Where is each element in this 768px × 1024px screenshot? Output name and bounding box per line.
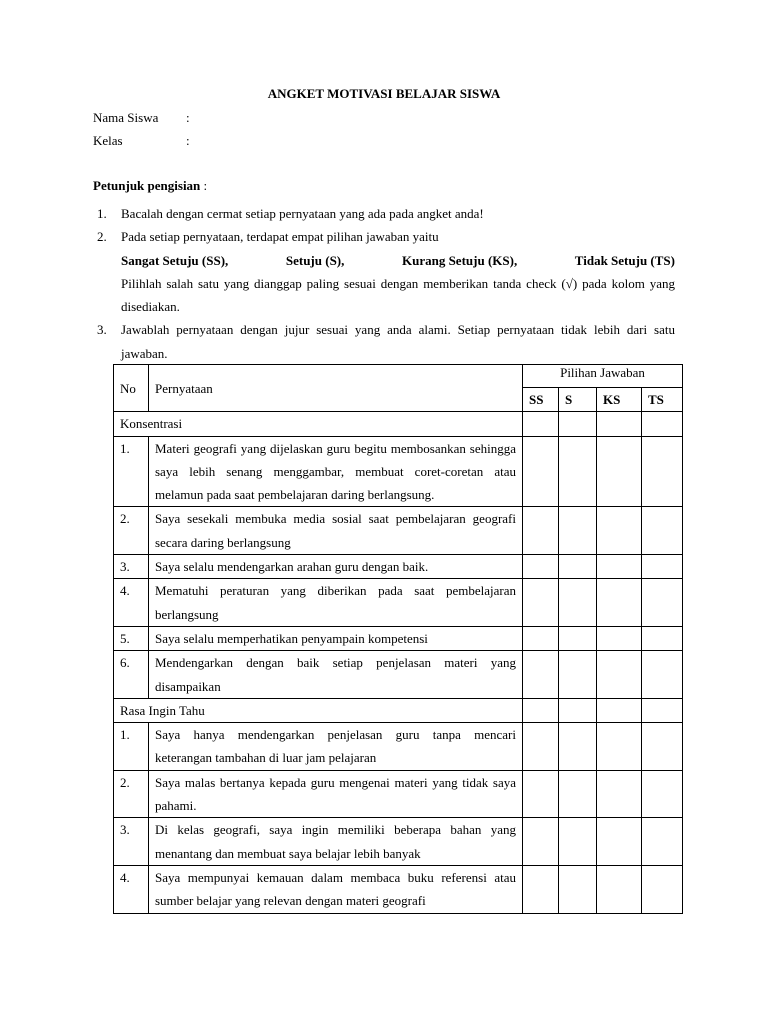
instruction-text: Jawablah pernyataan dengan jujur sesuai yang anda alami. Setiap pernyataan tidak lebih dari satu jawaban. xyxy=(121,322,675,361)
answer-cell xyxy=(642,698,683,722)
statement-text: Mematuhi peraturan yang diberikan pada saat pembelajaran berlangsung xyxy=(149,579,523,627)
choice-s: Setuju (S), xyxy=(285,252,345,268)
table-row xyxy=(114,436,683,507)
answer-checkbox-ts[interactable] xyxy=(642,865,683,913)
table-row xyxy=(114,555,683,579)
statement-text: Saya hanya mendengarkan penjelasan guru tanpa mencari keterangan tambahan di luar jam pelajaran xyxy=(149,723,523,771)
header-answer-options: Pilihan Jawaban xyxy=(523,365,683,388)
field-nama-siswa xyxy=(93,110,190,126)
answer-checkbox-ss[interactable] xyxy=(523,651,559,699)
answer-cell xyxy=(597,698,642,722)
table-row xyxy=(114,770,683,818)
statement-text: Di kelas geografi, saya ingin memiliki beberapa bahan yang menantang dan membuat saya belajar lebih banyak xyxy=(149,818,523,866)
answer-choices xyxy=(121,249,675,272)
answer-checkbox-s[interactable] xyxy=(559,579,597,627)
answer-checkbox-ts[interactable] xyxy=(642,579,683,627)
answer-checkbox-ss[interactable] xyxy=(523,626,559,650)
row-number: 1. xyxy=(114,723,149,771)
option-ss: SS xyxy=(523,388,559,412)
row-number: 4. xyxy=(114,865,149,913)
answer-checkbox-ts[interactable] xyxy=(642,436,683,507)
header-statement: Pernyataan xyxy=(149,365,523,412)
answer-checkbox-ts[interactable] xyxy=(642,507,683,555)
row-number: 1. xyxy=(114,436,149,507)
answer-checkbox-ks[interactable] xyxy=(597,579,642,627)
instruction-number: 2. xyxy=(97,229,107,245)
answer-checkbox-s[interactable] xyxy=(559,818,597,866)
answer-checkbox-s[interactable] xyxy=(559,626,597,650)
row-number: 3. xyxy=(114,555,149,579)
choice-ts: Tidak Setuju (TS) xyxy=(574,252,675,268)
answer-checkbox-ks[interactable] xyxy=(597,865,642,913)
answer-cell xyxy=(523,698,559,722)
table-row xyxy=(114,507,683,555)
statement-text: Saya selalu mendengarkan arahan guru dengan baik. xyxy=(149,555,523,579)
answer-cell xyxy=(597,412,642,436)
answer-checkbox-ts[interactable] xyxy=(642,818,683,866)
statement-text: Saya mempunyai kemauan dalam membaca buku referensi atau sumber belajar yang relevan dengan materi geografi xyxy=(149,865,523,913)
answer-checkbox-ks[interactable] xyxy=(597,770,642,818)
instruction-number: 1. xyxy=(97,206,107,221)
field-separator: : xyxy=(186,110,190,125)
row-number: 2. xyxy=(114,507,149,555)
answer-checkbox-s[interactable] xyxy=(559,770,597,818)
row-number: 4. xyxy=(114,579,149,627)
answer-checkbox-s[interactable] xyxy=(559,865,597,913)
answer-checkbox-ks[interactable] xyxy=(597,507,642,555)
answer-checkbox-ts[interactable] xyxy=(642,770,683,818)
answer-checkbox-s[interactable] xyxy=(559,723,597,771)
statement-text: Saya sesekali membuka media sosial saat pembelajaran geografi secara daring berlangsung xyxy=(149,507,523,555)
table-row xyxy=(114,818,683,866)
answer-checkbox-ss[interactable] xyxy=(523,507,559,555)
instruction-item xyxy=(93,202,675,225)
answer-checkbox-s[interactable] xyxy=(559,555,597,579)
header-no: No xyxy=(114,365,149,412)
option-ts: TS xyxy=(642,388,683,412)
instruction-text: Pada setiap pernyataan, terdapat empat pilihan jawaban yaitu xyxy=(121,229,439,245)
statement-text: Saya selalu memperhatikan penyampain kompetensi xyxy=(149,626,523,650)
row-number: 6. xyxy=(114,651,149,699)
field-separator: : xyxy=(186,133,190,148)
table-row xyxy=(114,865,683,913)
field-kelas xyxy=(93,133,190,149)
table-row xyxy=(114,651,683,699)
instruction-text-continued: Pilihlah salah satu yang dianggap paling sesuai dengan memberikan tanda check (√) pada kolom yang disediakan. xyxy=(121,275,675,315)
field-label: Kelas xyxy=(93,133,123,148)
answer-cell xyxy=(559,698,597,722)
option-s: S xyxy=(559,388,597,412)
answer-checkbox-ts[interactable] xyxy=(642,555,683,579)
answer-checkbox-ss[interactable] xyxy=(523,770,559,818)
answer-cell xyxy=(559,412,597,436)
answer-checkbox-ss[interactable] xyxy=(523,579,559,627)
choice-ss: Sangat Setuju (SS), xyxy=(121,252,229,268)
statement-text: Materi geografi yang dijelaskan guru begitu membosankan sehingga saya lebih senang menggambar, membuat coret-coretan atau melamun pada saat pembelajaran daring berlangsung. xyxy=(149,436,523,507)
section-title: Konsentrasi xyxy=(114,412,523,436)
instruction-item xyxy=(93,318,675,365)
row-number: 2. xyxy=(114,770,149,818)
instruction-number: 3. xyxy=(97,322,107,338)
table-row xyxy=(114,579,683,627)
instruction-item xyxy=(93,225,675,318)
answer-checkbox-ks[interactable] xyxy=(597,555,642,579)
answer-checkbox-s[interactable] xyxy=(559,507,597,555)
instruction-text: Bacalah dengan cermat setiap pernyataan yang ada pada angket anda! xyxy=(121,206,484,221)
section-title: Rasa Ingin Tahu xyxy=(114,698,523,722)
answer-checkbox-ks[interactable] xyxy=(597,626,642,650)
answer-cell xyxy=(523,412,559,436)
statement-text: Saya malas bertanya kepada guru mengenai materi yang tidak saya pahami. xyxy=(149,770,523,818)
section-row xyxy=(114,412,683,436)
answer-checkbox-ss[interactable] xyxy=(523,555,559,579)
table-row xyxy=(114,723,683,771)
answer-checkbox-s[interactable] xyxy=(559,436,597,507)
answer-checkbox-ts[interactable] xyxy=(642,626,683,650)
option-ks: KS xyxy=(597,388,642,412)
answer-checkbox-ks[interactable] xyxy=(597,818,642,866)
row-number: 3. xyxy=(114,818,149,866)
answer-checkbox-ss[interactable] xyxy=(523,865,559,913)
answer-checkbox-ss[interactable] xyxy=(523,723,559,771)
field-label: Nama Siswa xyxy=(93,110,159,125)
instructions-heading-text: Petunjuk pengisian xyxy=(93,178,201,193)
questionnaire-table xyxy=(113,364,683,914)
answer-checkbox-ks[interactable] xyxy=(597,723,642,771)
answer-checkbox-ts[interactable] xyxy=(642,723,683,771)
answer-checkbox-s[interactable] xyxy=(559,651,597,699)
choice-ks: Kurang Setuju (KS), xyxy=(401,252,518,268)
answer-checkbox-ss[interactable] xyxy=(523,818,559,866)
row-number: 5. xyxy=(114,626,149,650)
table-row xyxy=(114,626,683,650)
document-title: ANGKET MOTIVASI BELAJAR SISWA xyxy=(267,86,501,101)
statement-text: Mendengarkan dengan baik setiap penjelasan materi yang disampaikan xyxy=(149,651,523,699)
answer-checkbox-ks[interactable] xyxy=(597,436,642,507)
section-row xyxy=(114,698,683,722)
instructions-heading xyxy=(93,178,207,194)
instructions-heading-sep: : xyxy=(200,178,208,193)
answer-cell xyxy=(642,412,683,436)
answer-checkbox-ts[interactable] xyxy=(642,651,683,699)
instructions-list xyxy=(93,202,675,365)
header-row xyxy=(114,365,683,388)
answer-checkbox-ss[interactable] xyxy=(523,436,559,507)
answer-checkbox-ks[interactable] xyxy=(597,651,642,699)
